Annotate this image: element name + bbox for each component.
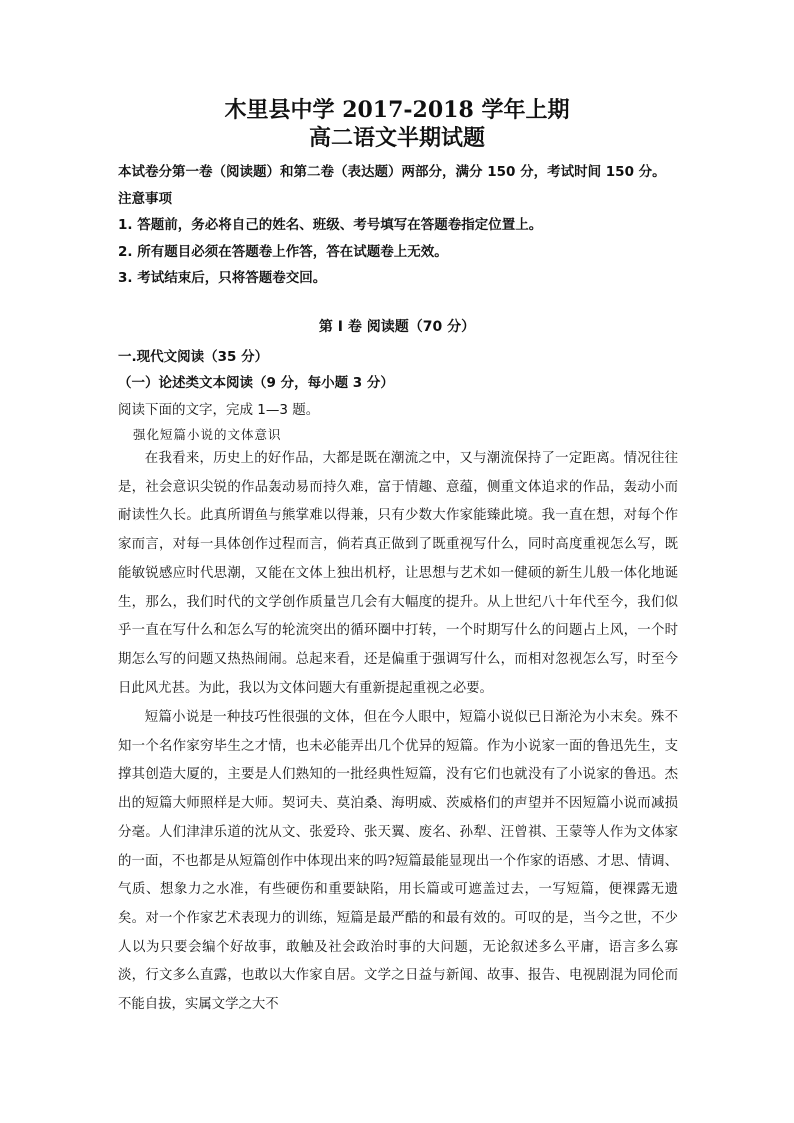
notice-item-2: 2. 所有题目必须在答题卷上作答，答在试题卷上无效。: [118, 244, 448, 260]
notice-item-1: 1. 答题前，务必将自己的姓名、班级、考号填写在答题卷指定位置上。: [118, 217, 543, 233]
notice-item-3: 3. 考试结束后，只将答题卷交回。: [118, 270, 327, 286]
notice-heading: 注意事项: [118, 191, 172, 207]
exam-title-line1: 木里县中学 2017-2018 学年上期: [224, 97, 570, 123]
exam-title-line2: 高二语文半期试题: [308, 125, 485, 151]
exam-summary: 本试卷分第一卷（阅读题）和第二卷（表达题）两部分，满分 150 分，考试时间 150 分。: [118, 164, 666, 180]
subpart-title: （一）论述类文本阅读（9 分，每小题 3 分）: [118, 375, 394, 391]
reading-instruction: 阅读下面的文字，完成 1—3 题。: [118, 402, 320, 418]
volume-title: 第 I 卷 阅读题（70 分）: [318, 319, 476, 335]
part-title: 一.现代文阅读（35 分）: [118, 349, 269, 365]
essay-title: 强化短篇小说的文体意识: [133, 427, 282, 442]
essay-paragraph-2: 短篇小说是一种技巧性很强的文体，但在今人眼中，短篇小说似已日渐沦为小末矣。殊不知一个名作家穷毕生之才情，也未必能弄出几个优异的短篇。作为小说家一面的鲁迅先生，支撑其创造大厦的，主要是人们熟知的一批经典性短篇，没有它们也就没有了小说家的鲁迅。杰出的短篇大师照样是大师。契诃夫、莫泊桑、海明威、茨威格们的声望并不因短篇小说而减损分毫。人们津津乐道的沈从文、张爱玲、张天翼、废名、孙犁、汪曾祺、王蒙等人作为文体家的一面，不也都是从短篇创作中体现出来的吗?短篇最能显现出一个作家的语感、才思、情调、气质、想象力之水准，有些硬伤和重要缺陷，用长篇或可遮盖过去，一写短篇，便裸露无遗矣。对一个作家艺术表现力的训练，短篇是最严酷的和最有效的。可叹的是，当今之世，不少人以为只要会编个好故事，敢触及社会政治时事的大问题，无论叙述多么平庸，语言多么寡淡，行文多么直露，也敢以大作家自居。文学之日益与新闻、故事、报告、电视剧混为同伦而不能自拔，实属文学之大不: [118, 710, 678, 1013]
essay-paragraph-1: 在我看来，历史上的好作品，大都是既在潮流之中，又与潮流保持了一定距离。情况往往是，社会意识尖锐的作品轰动易而持久难，富于情趣、意蕴，侧重文体追求的作品，轰动小而耐读性久长。此真所谓鱼与熊掌难以得兼，只有少数大作家能臻此境。我一直在想，对每个作家而言，对每一具体创作过程而言，倘若真正做到了既重视写什么，同时高度重视怎么写，既能敏锐感应时代思潮，又能在文体上独出机杼，让思想与艺术如一健硕的新生儿般一体化地诞生，那么，我们时代的文学创作质量岂几会有大幅度的提升。从上世纪八十年代至今，我们似乎一直在写什么和怎么写的轮流突出的循环圈中打转，一个时期写什么的问题占上风，一个时期怎么写的问题又热热闹闹。总起来看，还是偏重于强调写什么，而相对忽视怎么写，时至今日此风尤甚。为此，我以为文体问题大有重新提起重视之必要。: [118, 451, 678, 696]
